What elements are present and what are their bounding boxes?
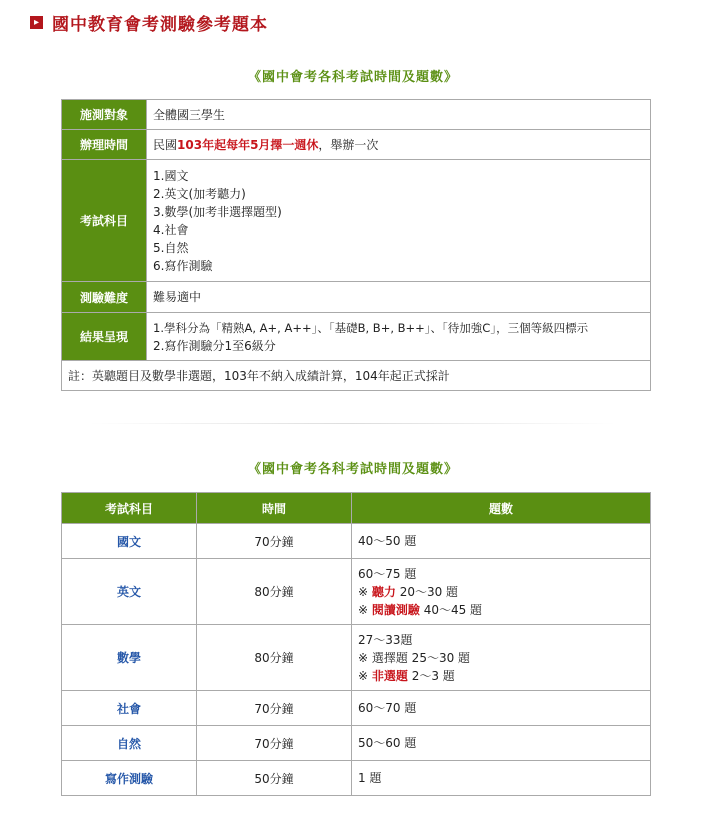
subjects-label: 考試科目 xyxy=(62,160,147,282)
questions-sub xyxy=(358,583,644,601)
subject-item: 2.英文(加考聽力) xyxy=(153,186,246,201)
questions-cell: 40～50 題 xyxy=(352,524,651,559)
info-table xyxy=(61,99,651,391)
time-prefix: 民國 xyxy=(153,137,178,152)
questions-total: 60～75 題 xyxy=(358,566,417,581)
header-questions: 題數 xyxy=(352,493,651,524)
header-time: 時間 xyxy=(197,493,352,524)
table-row xyxy=(62,524,651,559)
questions-sub xyxy=(358,649,644,667)
questions-cell: 50～60 題 xyxy=(352,726,651,761)
page-title-text: 國中教育會考測驗參考題本 xyxy=(52,15,268,35)
note-mark: ※ xyxy=(358,584,372,599)
questions-sub-count: 40～45 題 xyxy=(419,602,483,617)
result-label: 結果呈現 xyxy=(62,313,147,361)
questions-sub-count: 20～30 題 xyxy=(395,584,459,599)
subject-cell: 寫作測驗 xyxy=(62,761,197,796)
subject-item: 3.數學(加考非選擇題型) xyxy=(153,204,282,219)
difficulty-label: 測驗難度 xyxy=(62,282,147,313)
table-row xyxy=(62,691,651,726)
questions-cell xyxy=(352,625,651,691)
table-row xyxy=(62,559,651,625)
subject-item: 1.國文 xyxy=(153,168,189,183)
difficulty-value: 難易適中 xyxy=(147,282,651,313)
subject-item: 4.社會 xyxy=(153,222,189,237)
subject-cell: 數學 xyxy=(62,625,197,691)
time-label: 辦理時間 xyxy=(62,130,147,160)
time-cell: 70分鐘 xyxy=(197,691,352,726)
time-cell: 80分鐘 xyxy=(197,559,352,625)
table-row xyxy=(62,726,651,761)
time-highlight: 103年起每年5月擇一週休 xyxy=(177,137,319,152)
time-value xyxy=(147,130,651,160)
result-list xyxy=(147,313,651,361)
table-row xyxy=(62,761,651,796)
note-mark: ※ xyxy=(358,668,372,683)
subject-item: 6.寫作測驗 xyxy=(153,258,213,273)
questions-sub-count: 2～3 題 xyxy=(407,668,455,683)
chevron-right-icon: ▸ xyxy=(30,16,43,29)
page-title xyxy=(30,10,268,35)
subject-cell: 社會 xyxy=(62,691,197,726)
questions-sub xyxy=(358,667,644,685)
questions-total: 27～33題 xyxy=(358,632,413,647)
subject-item: 5.自然 xyxy=(153,240,189,255)
questions-sub-text: ※ 選擇題 25～30 題 xyxy=(358,650,471,665)
time-cell: 50分鐘 xyxy=(197,761,352,796)
note-text: 註：英聽題目及數學非選題，103年不納入成績計算，104年起正式採計 xyxy=(62,361,651,391)
table-row xyxy=(62,625,651,691)
subjects-list xyxy=(147,160,651,282)
target-value: 全體國三學生 xyxy=(147,100,651,130)
exam-table xyxy=(61,492,651,796)
time-suffix: ，舉辦一次 xyxy=(318,137,379,152)
note-mark: ※ xyxy=(358,602,372,617)
info-row-result xyxy=(62,313,651,361)
highlight-text: 聽力 xyxy=(371,584,396,599)
header-subject: 考試科目 xyxy=(62,493,197,524)
subject-cell: 國文 xyxy=(62,524,197,559)
info-row-difficulty xyxy=(62,282,651,313)
result-item: 1.學科分為「精熟A, A+, A++」、「基礎B, B+, B++」、「待加強C」，三個等級四標示 xyxy=(153,320,589,335)
questions-cell xyxy=(352,559,651,625)
result-item: 2.寫作測驗分1至6級分 xyxy=(153,338,276,353)
questions-cell: 60～70 題 xyxy=(352,691,651,726)
questions-sub xyxy=(358,601,644,619)
section-title-2: 《國中會考各科考試時間及題數》 xyxy=(247,462,458,477)
time-cell: 70分鐘 xyxy=(197,524,352,559)
highlight-text: 非選題 xyxy=(371,668,408,683)
info-row-note xyxy=(62,361,651,391)
info-row-time xyxy=(62,130,651,160)
target-label: 施測對象 xyxy=(62,100,147,130)
time-cell: 70分鐘 xyxy=(197,726,352,761)
exam-header-row xyxy=(62,493,651,524)
divider xyxy=(90,423,616,424)
questions-cell: 1 題 xyxy=(352,761,651,796)
subject-cell: 自然 xyxy=(62,726,197,761)
subject-cell: 英文 xyxy=(62,559,197,625)
info-row-subjects xyxy=(62,160,651,282)
highlight-text: 閱讀測驗 xyxy=(371,602,420,617)
section-title-1: 《國中會考各科考試時間及題數》 xyxy=(247,70,458,85)
time-cell: 80分鐘 xyxy=(197,625,352,691)
info-row-target xyxy=(62,100,651,130)
